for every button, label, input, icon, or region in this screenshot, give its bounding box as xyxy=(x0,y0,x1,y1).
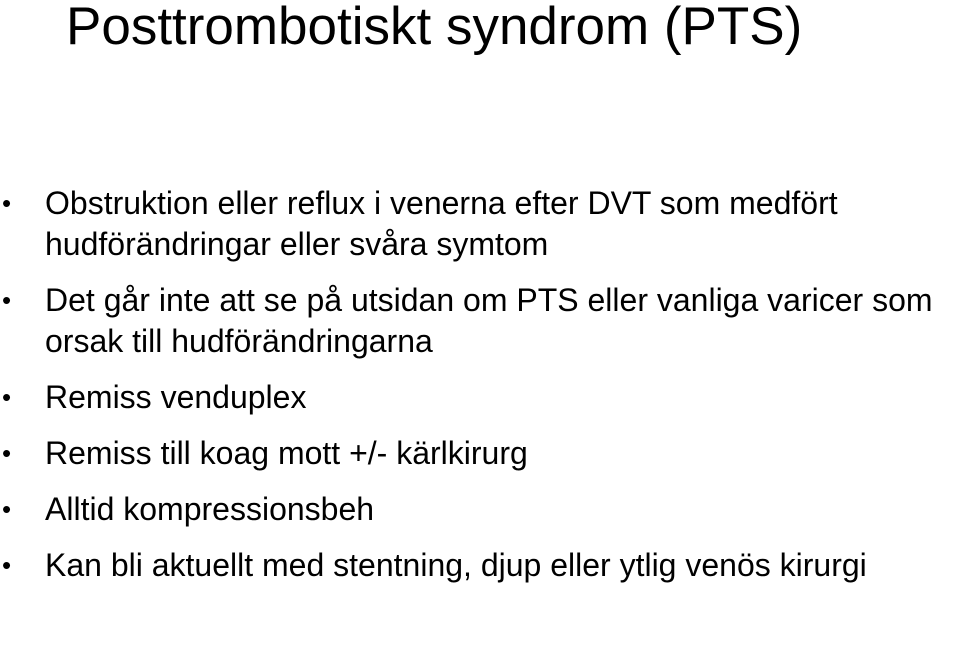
bullet-list xyxy=(0,183,940,586)
bullet-item xyxy=(0,377,940,418)
slide-title: Posttrombotiskt syndrom (PTS) xyxy=(66,0,803,56)
bullet-text: Remiss venduplex xyxy=(45,379,307,415)
bullet-item xyxy=(0,433,940,474)
bullet-marker: • xyxy=(2,382,12,412)
bullet-marker: • xyxy=(2,494,12,524)
bullet-text: Remiss till koag mott +/- kärlkirurg xyxy=(45,435,528,471)
bullet-text: Alltid kompressionsbeh xyxy=(45,491,375,527)
bullet-item xyxy=(0,280,940,362)
bullet-marker: • xyxy=(2,550,12,580)
bullet-item xyxy=(0,545,940,586)
bullet-text: Det går inte att se på utsidan om PTS eller vanliga varicer som orsak till hudförändringarna xyxy=(45,282,933,359)
bullet-text: Kan bli aktuellt med stentning, djup eller ytlig venös kirurgi xyxy=(45,547,867,583)
bullet-marker: • xyxy=(2,438,12,468)
bullet-marker: • xyxy=(2,188,12,218)
bullet-item xyxy=(0,183,940,265)
bullet-text: Obstruktion eller reflux i venerna efter DVT som medfört hudförändringar eller svåra symtom xyxy=(45,185,838,262)
bullet-marker: • xyxy=(2,285,12,315)
bullet-item xyxy=(0,489,940,530)
